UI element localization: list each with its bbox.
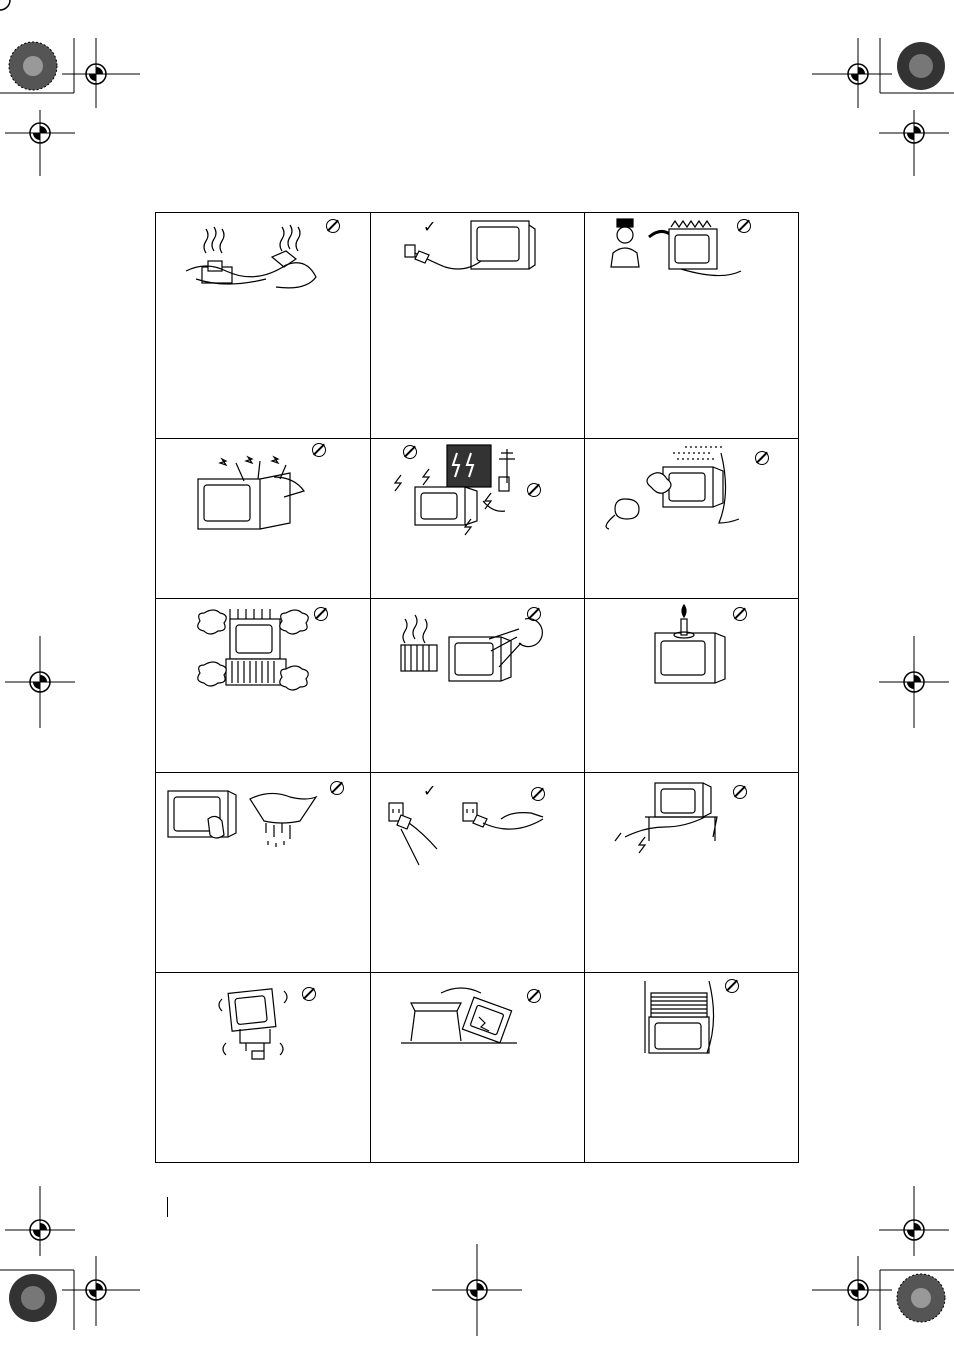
prohibition-icon — [326, 219, 340, 233]
prohibition-icon — [755, 451, 769, 465]
cell-service-technician — [585, 213, 799, 439]
cell-falling-tv — [371, 973, 585, 1163]
cell-blocked-ventilation — [156, 599, 371, 773]
prohibition-icon — [312, 443, 326, 457]
cell-unstable-stand — [156, 973, 371, 1163]
lightning-storm-illustration — [371, 439, 585, 599]
plug-handling-illustration — [371, 773, 585, 973]
prohibition-icon — [737, 219, 751, 233]
cell-proper-plug-connection — [371, 213, 585, 439]
prohibition-icon — [733, 785, 747, 799]
prohibition-icon — [330, 781, 344, 795]
unstable-stand-illustration — [156, 973, 371, 1163]
prohibition-icon — [527, 483, 541, 497]
service-technician-illustration — [585, 213, 799, 439]
cell-damaged-cord — [585, 773, 799, 973]
overloaded-outlet-illustration — [156, 213, 371, 439]
prohibition-icon — [733, 607, 747, 621]
cell-wet-cloth-cleaning — [156, 773, 371, 973]
objects-on-top-illustration — [585, 973, 799, 1163]
prohibition-icon — [403, 445, 417, 459]
damaged-cord-illustration — [585, 773, 799, 973]
prohibition-icon — [531, 787, 545, 801]
proper-plug-illustration — [371, 213, 585, 439]
heat-sunlight-illustration — [371, 599, 585, 773]
prohibition-icon — [725, 979, 739, 993]
prohibition-icon — [527, 607, 541, 621]
blocked-ventilation-illustration — [156, 599, 371, 773]
cell-steam-humidity — [585, 439, 799, 599]
cell-objects-in-vents — [156, 439, 371, 599]
cell-objects-on-top — [585, 973, 799, 1163]
cell-lightning-storm — [371, 439, 585, 599]
wet-cloth-cleaning-illustration — [156, 773, 371, 973]
objects-in-vents-illustration — [156, 439, 371, 599]
illustration-grid — [155, 212, 799, 1163]
cell-candle-on-top — [585, 599, 799, 773]
candle-on-top-illustration — [585, 599, 799, 773]
page-edge-bar — [167, 1197, 168, 1217]
prohibition-icon — [302, 987, 316, 1001]
prohibition-icon — [314, 607, 328, 621]
cell-heat-sunlight — [371, 599, 585, 773]
check-mark-icon: ✓ — [423, 217, 437, 236]
cell-overloaded-outlet — [156, 213, 371, 439]
falling-tv-illustration — [371, 973, 585, 1163]
check-mark-icon: ✓ — [423, 781, 437, 800]
prohibition-icon — [527, 989, 541, 1003]
cell-plug-handling — [371, 773, 585, 973]
